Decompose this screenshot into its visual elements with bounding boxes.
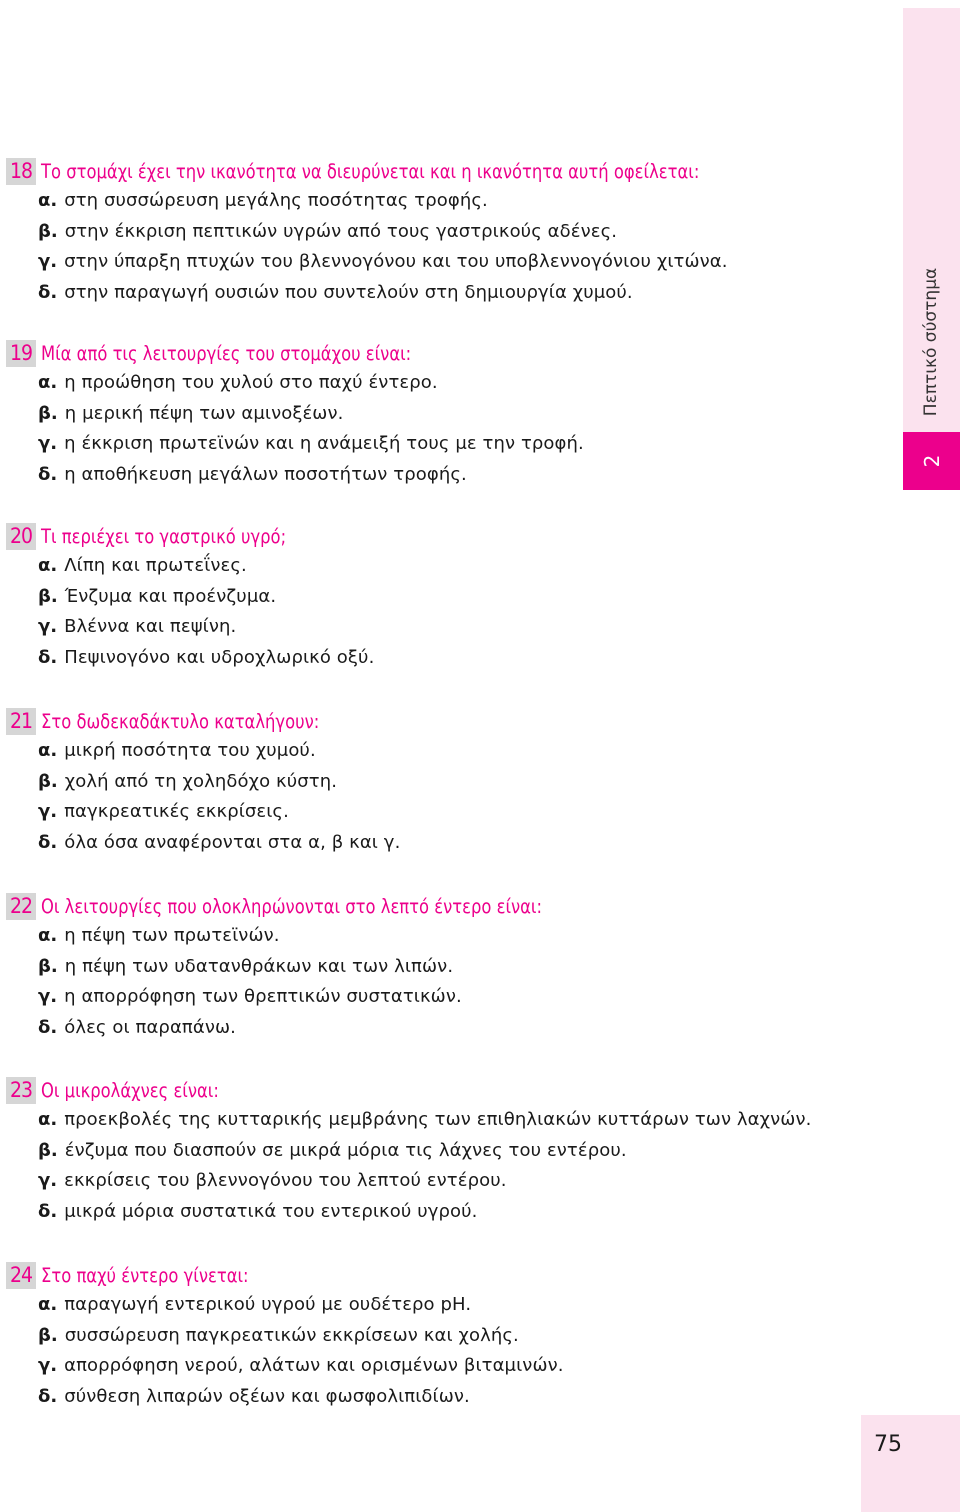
option-letter: γ.	[38, 986, 58, 1008]
option-text: Πεψινογόνο και υδροχλωρικό οξύ.	[64, 647, 375, 669]
option-text: η αποθήκευση μεγάλων ποσοτήτων τροφής.	[64, 464, 467, 486]
option-letter: α.	[38, 190, 58, 211]
question-number: 21	[6, 708, 36, 735]
option-text: στην παραγωγή ουσιών που συντελούν στη δημιουργία χυμού.	[64, 282, 633, 304]
question-number: 23	[6, 1077, 36, 1104]
option-text: Ένζυμα και προένζυμα.	[64, 585, 277, 607]
option-letter: α.	[38, 925, 58, 946]
option-a	[6, 186, 886, 217]
option-a	[6, 1105, 886, 1136]
question-text: Στο δωδεκαδάκτυλο καταλήγουν:	[41, 709, 320, 733]
option-text: συσσώρευση παγκρεατικών εκκρίσεων και χολής.	[64, 1324, 519, 1346]
chapter-number-badge	[903, 432, 960, 490]
question-text: Τι περιέχει το γαστρικό υγρό;	[41, 524, 287, 548]
option-text: Βλέννα και πεψίνη.	[64, 616, 237, 638]
option-a	[6, 1290, 886, 1321]
option-letter: δ.	[38, 1386, 58, 1408]
question-22	[6, 891, 886, 1044]
option-letter: γ.	[38, 801, 58, 823]
option-text: ένζυμα που διασπούν σε μικρά μόρια τις λάχνες του εντέρου.	[64, 1139, 627, 1161]
option-b	[6, 952, 886, 983]
option-letter: α.	[38, 1109, 58, 1130]
question-number: 24	[6, 1262, 36, 1289]
option-letter: α.	[38, 1294, 58, 1315]
option-letter: β.	[38, 955, 58, 977]
option-letter: δ.	[38, 832, 58, 854]
option-text: η προώθηση του χυλού στο παχύ έντερο.	[64, 372, 438, 393]
option-letter: α.	[38, 555, 58, 576]
chapter-title: Πεπτικό σύστημα	[921, 267, 941, 417]
option-text: μικρά μόρια συστατικά του εντερικού υγρού.	[64, 1201, 478, 1223]
option-text: εκκρίσεις του βλεννογόνου του λεπτού εντέρου.	[64, 1170, 507, 1192]
page-number: 75	[874, 1432, 902, 1457]
option-letter: γ.	[38, 616, 58, 638]
question-number: 18	[6, 158, 36, 185]
option-a	[6, 736, 886, 767]
option-a	[6, 551, 886, 582]
option-letter: δ.	[38, 464, 58, 486]
question-text: Μία από τις λειτουργίες του στομάχου είναι:	[41, 341, 412, 365]
option-letter: α.	[38, 372, 58, 393]
question-number: 22	[6, 893, 36, 920]
option-c	[6, 612, 886, 643]
option-letter: γ.	[38, 251, 58, 273]
option-letter: β.	[38, 220, 58, 242]
option-c	[6, 247, 886, 278]
option-d	[6, 1382, 886, 1413]
option-letter: β.	[38, 1139, 58, 1161]
option-text: η απορρόφηση των θρεπτικών συστατικών.	[64, 986, 462, 1008]
option-d	[6, 460, 886, 491]
option-text: χολή από τη χοληδόχο κύστη.	[64, 770, 338, 792]
question-19	[6, 338, 886, 491]
option-text: η έκκριση πρωτεϊνών και η ανάμειξή τους με την τροφή.	[64, 433, 584, 455]
option-text: στη συσσώρευση μεγάλης ποσότητας τροφής.	[64, 190, 488, 211]
option-d	[6, 278, 886, 309]
option-b	[6, 1321, 886, 1352]
option-text: η μερική πέψη των αμινοξέων.	[64, 402, 344, 424]
option-text: Λίπη και πρωτεΐνες.	[64, 555, 247, 576]
option-letter: γ.	[38, 1355, 58, 1377]
question-text: Οι λειτουργίες που ολοκληρώνονται στο λεπτό έντερο είναι:	[41, 894, 543, 918]
option-b	[6, 767, 886, 798]
question-text: Στο παχύ έντερο γίνεται:	[41, 1263, 249, 1287]
option-a	[6, 368, 886, 399]
option-letter: δ.	[38, 282, 58, 304]
question-18	[6, 156, 886, 309]
option-d	[6, 1013, 886, 1044]
option-c	[6, 982, 886, 1013]
option-c	[6, 1351, 886, 1382]
option-letter: γ.	[38, 433, 58, 455]
option-text: στην ύπαρξη πτυχών του βλεννογόνου και του υποβλεννογόνιου χιτώνα.	[64, 251, 728, 273]
option-letter: β.	[38, 402, 58, 424]
question-number: 20	[6, 523, 36, 550]
option-c	[6, 797, 886, 828]
option-b	[6, 217, 886, 248]
option-letter: δ.	[38, 1017, 58, 1039]
option-letter: δ.	[38, 647, 58, 669]
option-text: παραγωγή εντερικού υγρού με ουδέτερο pH.	[64, 1294, 472, 1315]
page-number-box	[861, 1415, 960, 1512]
option-text: μικρή ποσότητα του χυμού.	[64, 740, 316, 761]
question-23	[6, 1075, 886, 1228]
chapter-side-tab	[903, 8, 960, 490]
question-21	[6, 706, 886, 859]
option-text: η πέψη των πρωτεϊνών.	[64, 925, 280, 946]
option-c	[6, 429, 886, 460]
option-text: προεκβολές της κυτταρικής μεμβράνης των επιθηλιακών κυττάρων των λαχνών.	[64, 1109, 812, 1130]
option-d	[6, 643, 886, 674]
question-number: 19	[6, 340, 36, 367]
option-text: απορρόφηση νερού, αλάτων και ορισμένων βιταμινών.	[64, 1355, 564, 1377]
option-letter: β.	[38, 585, 58, 607]
option-letter: β.	[38, 1324, 58, 1346]
option-letter: γ.	[38, 1170, 58, 1192]
option-d	[6, 1197, 886, 1228]
question-text: Το στομάχι έχει την ικανότητα να διευρύνεται και η ικανότητα αυτή οφείλεται:	[41, 159, 700, 183]
option-text: στην έκκριση πεπτικών υγρών από τους γαστρικούς αδένες.	[64, 220, 618, 242]
option-text: παγκρεατικές εκκρίσεις.	[64, 801, 289, 823]
option-b	[6, 399, 886, 430]
option-d	[6, 828, 886, 859]
option-text: σύνθεση λιπαρών οξέων και φωσφολιπιδίων.	[64, 1386, 470, 1408]
option-b	[6, 582, 886, 613]
question-text: Οι μικρολάχνες είναι:	[41, 1078, 219, 1102]
option-letter: β.	[38, 770, 58, 792]
option-a	[6, 921, 886, 952]
question-20	[6, 521, 886, 674]
question-24	[6, 1260, 886, 1413]
option-letter: δ.	[38, 1201, 58, 1223]
chapter-number: 2	[919, 454, 944, 468]
option-text: όλες οι παραπάνω.	[64, 1017, 236, 1039]
option-letter: α.	[38, 740, 58, 761]
option-c	[6, 1166, 886, 1197]
option-b	[6, 1136, 886, 1167]
option-text: όλα όσα αναφέρονται στα α, β και γ.	[64, 832, 401, 854]
option-text: η πέψη των υδατανθράκων και των λιπών.	[64, 955, 454, 977]
